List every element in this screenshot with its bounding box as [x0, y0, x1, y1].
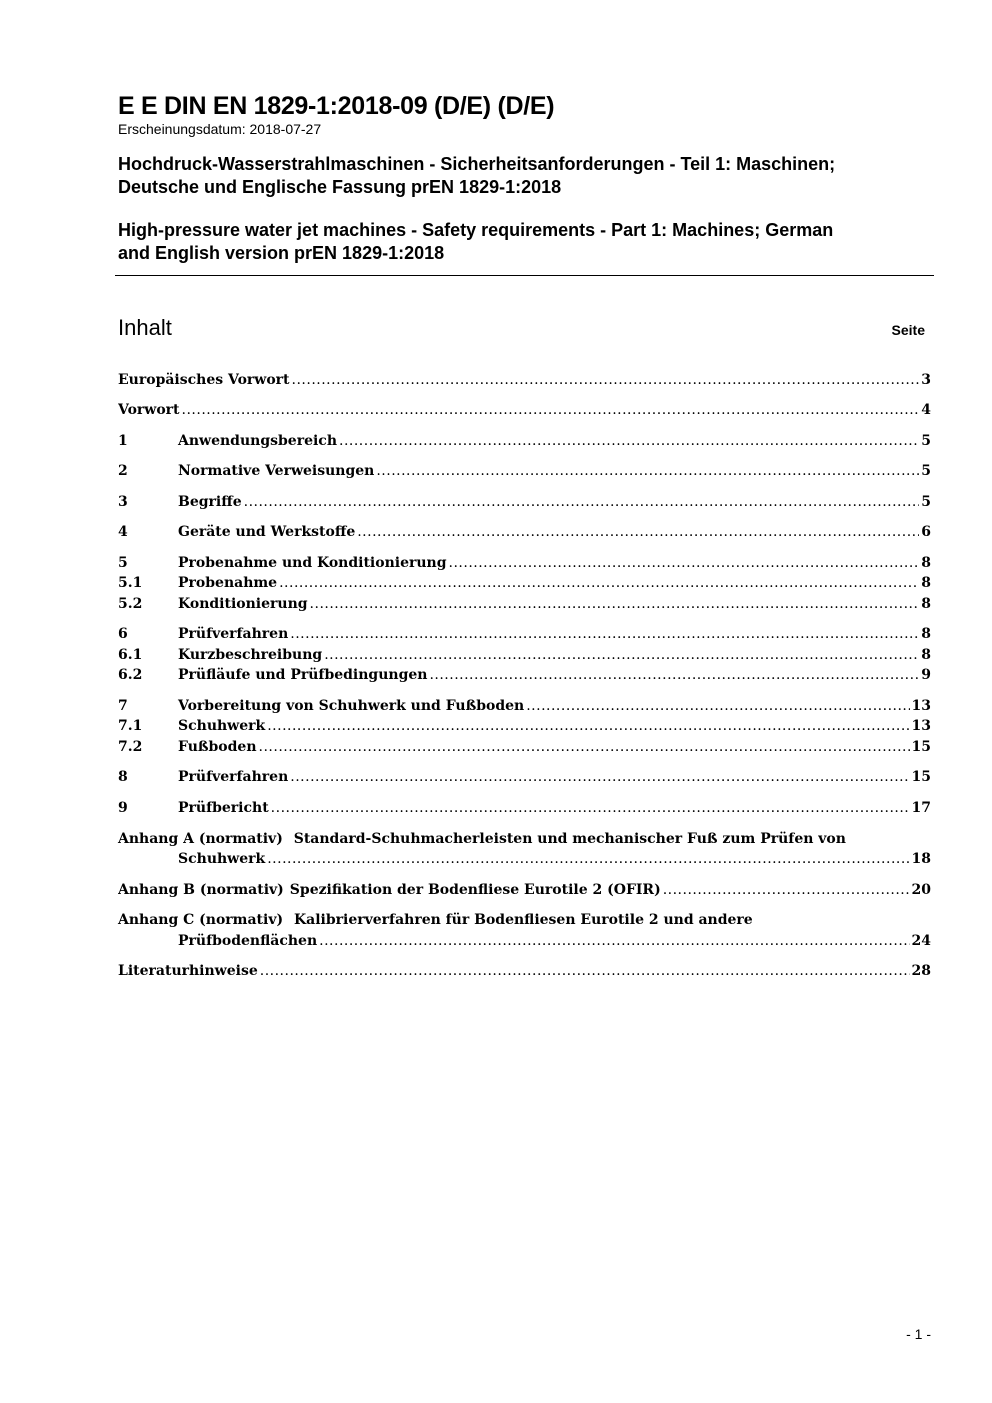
toc-entry-title: Fußboden — [178, 739, 257, 755]
toc-entry-number: 6 — [118, 626, 128, 642]
toc-entry-number: 6.2 — [118, 667, 143, 683]
toc-entry-page: 13 — [911, 698, 931, 714]
toc-entry-annex-c-continued[interactable] — [118, 933, 931, 953]
toc-leader-dots — [429, 667, 919, 683]
toc-entry-number: 3 — [118, 494, 128, 510]
toc-entry-section-1[interactable] — [118, 433, 931, 453]
toc-entry-page: 28 — [911, 963, 931, 979]
toc-entry-number: 7 — [118, 698, 128, 714]
toc-entry-section-6[interactable] — [118, 626, 931, 646]
toc-entry-section-7[interactable] — [118, 698, 931, 718]
toc-leader-dots — [339, 433, 919, 449]
toc-entry-european-foreword[interactable] — [118, 372, 931, 392]
toc-leader-dots — [324, 647, 919, 663]
toc-entry-page: 15 — [911, 739, 931, 755]
toc-leader-dots — [279, 575, 919, 591]
toc-entry-title: Prüfverfahren — [178, 626, 289, 642]
toc-entry-title: Schuhwerk — [178, 718, 266, 734]
toc-entry-page: 20 — [911, 882, 931, 898]
toc-leader-dots — [310, 596, 920, 612]
toc-entry-title: Prüfbodenflächen — [178, 933, 318, 949]
toc-entry-title: Probenahme und Konditionierung — [178, 555, 447, 571]
toc-entry-page: 24 — [911, 933, 931, 949]
toc-entry-page: 5 — [921, 463, 931, 479]
toc-entry-title: Vorbereitung von Schuhwerk und Fußboden — [178, 698, 525, 714]
toc-entry-page: 8 — [921, 596, 931, 612]
toc-leader-dots — [271, 800, 910, 816]
toc-leader-dots — [182, 402, 920, 418]
toc-entry-number: 1 — [118, 433, 128, 449]
toc-leader-dots — [663, 882, 910, 898]
toc-entry-foreword[interactable] — [118, 402, 931, 422]
toc-leader-dots — [449, 555, 920, 571]
toc-leader-dots — [357, 524, 919, 540]
toc-entry-title: Kurzbeschreibung — [178, 647, 323, 663]
toc-entry-annex-b[interactable] — [118, 882, 931, 902]
toc-annex-label: Anhang B (normativ) — [118, 882, 284, 898]
toc-leader-dots — [260, 963, 910, 979]
toc-entry-section-6-1[interactable] — [118, 647, 931, 667]
toc-leader-dots — [259, 739, 910, 755]
page-number: - 1 - — [906, 1326, 931, 1342]
toc-entry-title: Begriffe — [178, 494, 242, 510]
toc-entry-number: 4 — [118, 524, 128, 540]
english-title-line-2: and English version prEN 1829-1:2018 — [118, 243, 445, 263]
toc-entry-annex-a-continued[interactable] — [118, 851, 931, 871]
toc-entry-page: 3 — [921, 372, 931, 388]
document-title: E E DIN EN 1829-1:2018-09 (D/E) (D/E) — [118, 92, 555, 120]
german-title — [118, 153, 934, 199]
toc-entry-number: 5.2 — [118, 596, 143, 612]
header-divider — [115, 275, 934, 276]
document-header — [118, 92, 934, 265]
toc-entry-title: Konditionierung — [178, 596, 308, 612]
toc-entry-title: Anwendungsbereich — [178, 433, 337, 449]
toc-entry-number: 7.2 — [118, 739, 143, 755]
english-title — [118, 219, 934, 265]
toc-entry-page: 4 — [921, 402, 931, 418]
german-title-line-2: Deutsche und Englische Fassung prEN 1829-1:2018 — [118, 177, 562, 197]
toc-entry-number: 2 — [118, 463, 128, 479]
toc-entry-number: 7.1 — [118, 718, 143, 734]
toc-entry-page: 15 — [911, 769, 931, 785]
toc-leader-dots — [376, 463, 919, 479]
toc-entry-title: Europäisches Vorwort — [118, 372, 290, 388]
toc-entry-title: Geräte und Werkstoffe — [178, 524, 356, 540]
german-title-line-1: Hochdruck-Wasserstrahlmaschinen - Sicherheitsanforderungen - Teil 1: Maschinen; — [118, 154, 836, 174]
toc-entry-annex-c[interactable] — [118, 912, 931, 932]
english-title-line-1: High-pressure water jet machines - Safety requirements - Part 1: Machines; German — [118, 220, 834, 240]
toc-page-column-heading: Seite — [891, 322, 925, 338]
toc-entry-page: 17 — [911, 800, 931, 816]
toc-leader-dots — [244, 494, 920, 510]
toc-entry-section-8[interactable] — [118, 769, 931, 789]
toc-entry-page: 13 — [911, 718, 931, 734]
toc-entry-title: Standard-Schuhmacherleisten und mechanischer Fuß zum Prüfen von — [293, 831, 846, 847]
toc-entry-page: 18 — [911, 851, 931, 867]
toc-entry-title: Normative Verweisungen — [178, 463, 375, 479]
toc-entry-section-7-2[interactable] — [118, 739, 931, 759]
toc-leader-dots — [267, 851, 909, 867]
toc-heading: Inhalt — [118, 315, 172, 340]
toc-annex-label: Anhang C (normativ) — [118, 912, 284, 928]
toc-entry-number: 5 — [118, 555, 128, 571]
toc-entry-page: 5 — [921, 433, 931, 449]
toc-entry-section-5-2[interactable] — [118, 596, 931, 616]
toc-entry-page: 8 — [921, 647, 931, 663]
toc-entry-title: Spezifikation der Bodenfliese Eurotile 2 (OFIR) — [289, 882, 661, 898]
toc-entry-section-2[interactable] — [118, 463, 931, 483]
toc-entry-number: 5.1 — [118, 575, 143, 591]
toc-entry-page: 6 — [921, 524, 931, 540]
toc-entry-page: 8 — [921, 626, 931, 642]
toc-entry-section-6-2[interactable] — [118, 667, 931, 687]
toc-leader-dots — [292, 372, 920, 388]
toc-entry-page: 8 — [921, 555, 931, 571]
toc-entry-section-5[interactable] — [118, 555, 931, 575]
toc-entry-number: 8 — [118, 769, 128, 785]
toc-entry-title: Probenahme — [178, 575, 278, 591]
toc-entry-title: Vorwort — [118, 402, 180, 418]
toc-entry-number: 6.1 — [118, 647, 143, 663]
toc-entry-annex-a[interactable] — [118, 831, 931, 851]
publication-date: Erscheinungsdatum: 2018-07-27 — [118, 121, 322, 137]
toc-entry-section-4[interactable] — [118, 524, 931, 544]
toc-entry-title: Kalibrierverfahren für Bodenfliesen Eurotile 2 und andere — [293, 912, 753, 928]
toc-entry-section-9[interactable] — [118, 800, 931, 820]
toc-leader-dots — [290, 769, 909, 785]
toc-leader-dots — [290, 626, 919, 642]
toc-leader-dots — [319, 933, 909, 949]
toc-annex-label: Anhang A (normativ) — [118, 831, 283, 847]
toc-entry-section-3[interactable] — [118, 494, 931, 514]
toc-leader-dots — [526, 698, 909, 714]
toc-entry-title: Prüfverfahren — [178, 769, 289, 785]
toc-entry-title: Literaturhinweise — [118, 963, 258, 979]
toc-leader-dots — [267, 718, 909, 734]
toc-entry-page: 5 — [921, 494, 931, 510]
toc-entry-page: 9 — [921, 667, 931, 683]
toc-entry-page: 8 — [921, 575, 931, 591]
toc-entry-section-5-1[interactable] — [118, 575, 931, 595]
toc-entry-section-7-1[interactable] — [118, 718, 931, 738]
toc-entry-title: Schuhwerk — [178, 851, 266, 867]
toc-entry-number: 9 — [118, 800, 128, 816]
toc-entry-bibliography[interactable] — [118, 963, 931, 983]
toc-entry-title: Prüfläufe und Prüfbedingungen — [178, 667, 428, 683]
toc-entry-title: Prüfbericht — [178, 800, 269, 816]
